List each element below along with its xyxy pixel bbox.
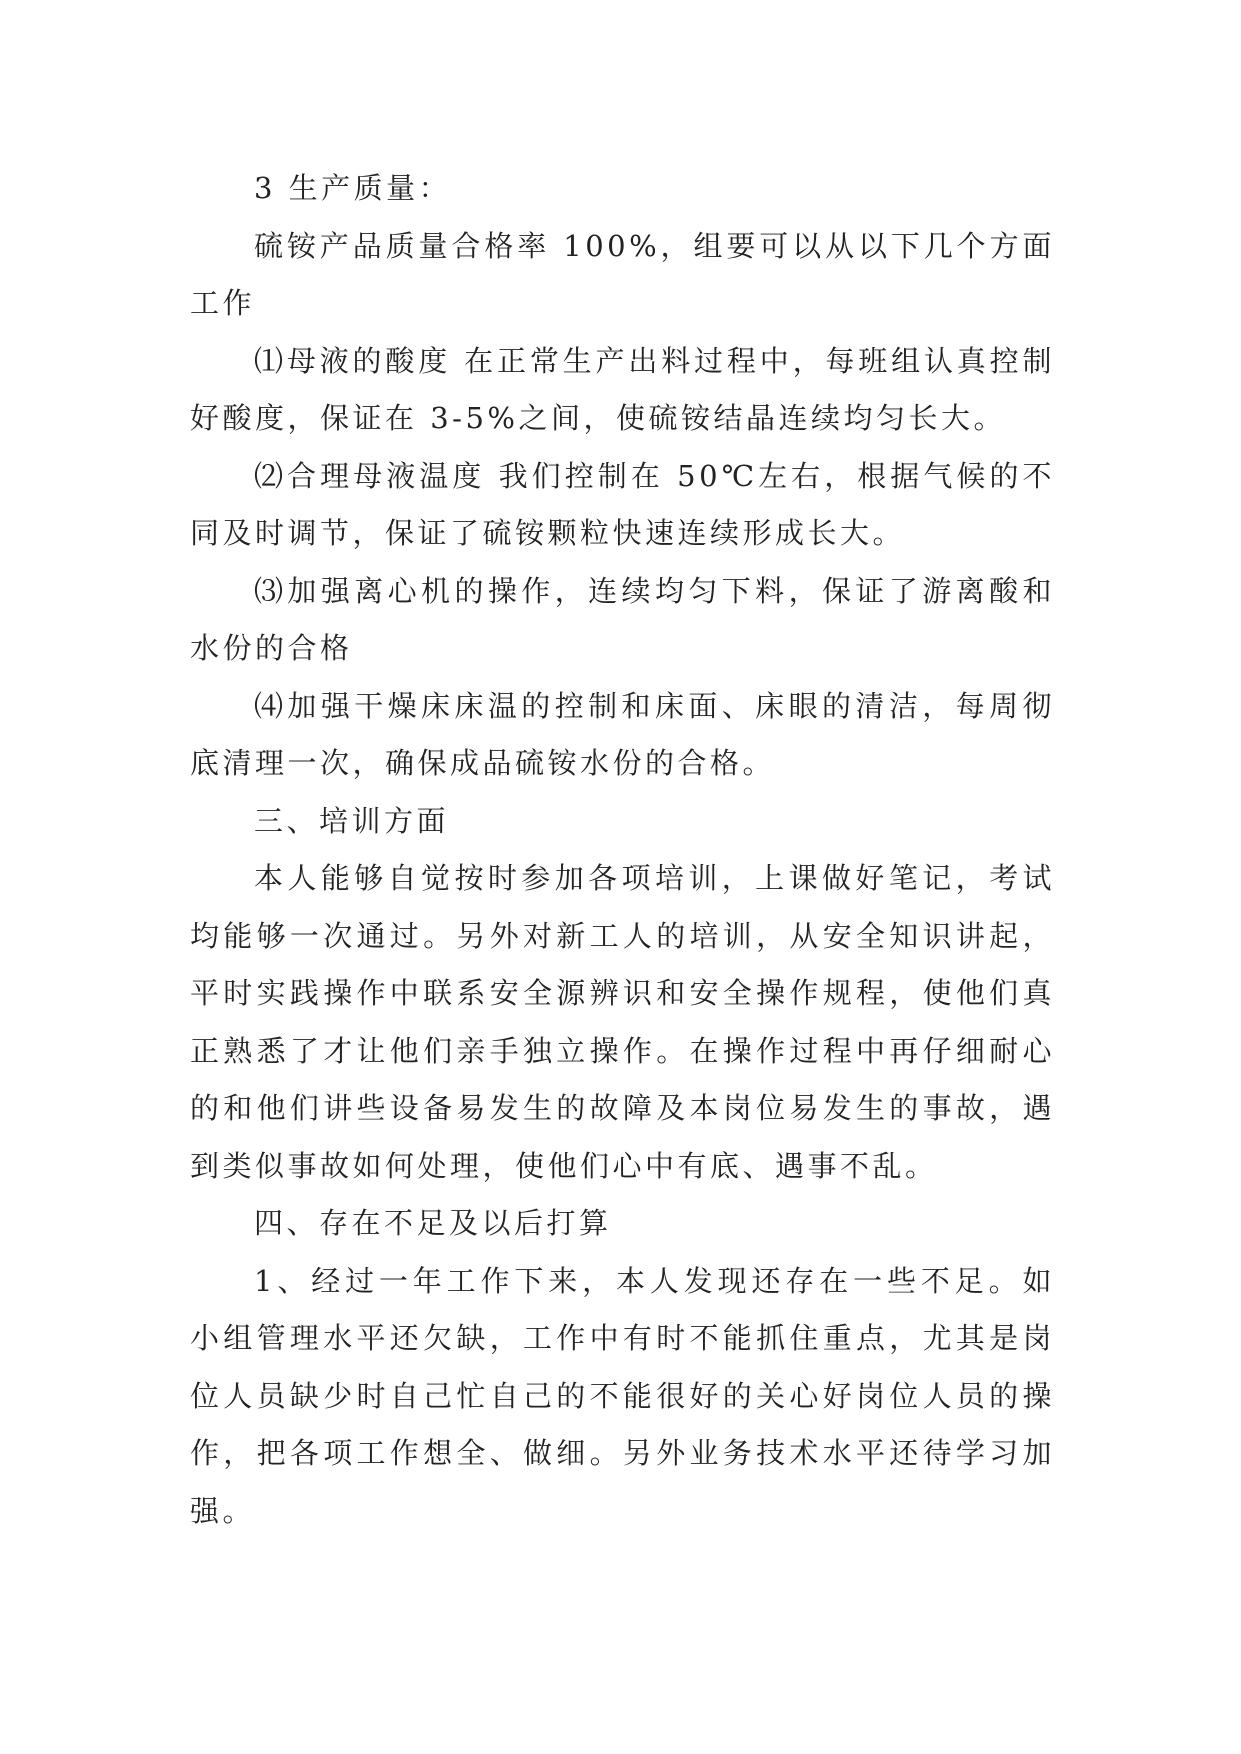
list-item-centrifuge-operation: ⑶加强离心机的操作，连续均匀下料，保证了游离酸和水份的合格	[190, 573, 1055, 665]
list-item-mother-liquor-acidity: ⑴母液的酸度 在正常生产出料过程中，每班组认真控制好酸度，保证在 3-5%之间，使硫铵结晶连续均匀长大。	[190, 343, 1055, 435]
paragraph-shortcomings: 1、经过一年工作下来，本人发现还存在一些不足。如小组管理水平还欠缺，工作中有时不能抓住重点，尤其是岗位人员缺少时自己忙自己的不能很好的关心好岗位人员的操作，把各项工作想全、做细。另外业务技术水平还待学习加强。	[190, 1263, 1055, 1528]
paragraph-training: 本人能够自觉按时参加各项培训，上课做好笔记，考试均能够一次通过。另外对新工人的培训，从安全知识讲起，平时实践操作中联系安全源辨识和安全操作规程，使他们真正熟悉了才让他们亲手独立操作。在操作过程中再仔细耐心的和他们讲些设备易发生的故障及本岗位易发生的事故，遇到类似事故如何处理，使他们心中有底、遇事不乱。	[190, 861, 1055, 1183]
section-heading-training: 三、培训方面	[254, 803, 450, 838]
paragraph-quality-rate: 硫铵产品质量合格率 100%，组要可以从以下几个方面工作	[190, 228, 1055, 320]
section-heading-production-quality: 3 生产质量：	[254, 171, 452, 205]
document-body	[190, 160, 1055, 1540]
list-item-dryer-bed-control: ⑷加强干燥床床温的控制和床面、床眼的清洁，每周彻底清理一次，确保成品硫铵水份的合格。	[190, 688, 1055, 780]
list-item-mother-liquor-temperature: ⑵合理母液温度 我们控制在 50℃左右，根据气候的不同及时调节，保证了硫铵颗粒快速连续形成长大。	[190, 458, 1055, 550]
section-heading-shortcomings: 四、存在不足及以后打算	[254, 1206, 612, 1240]
